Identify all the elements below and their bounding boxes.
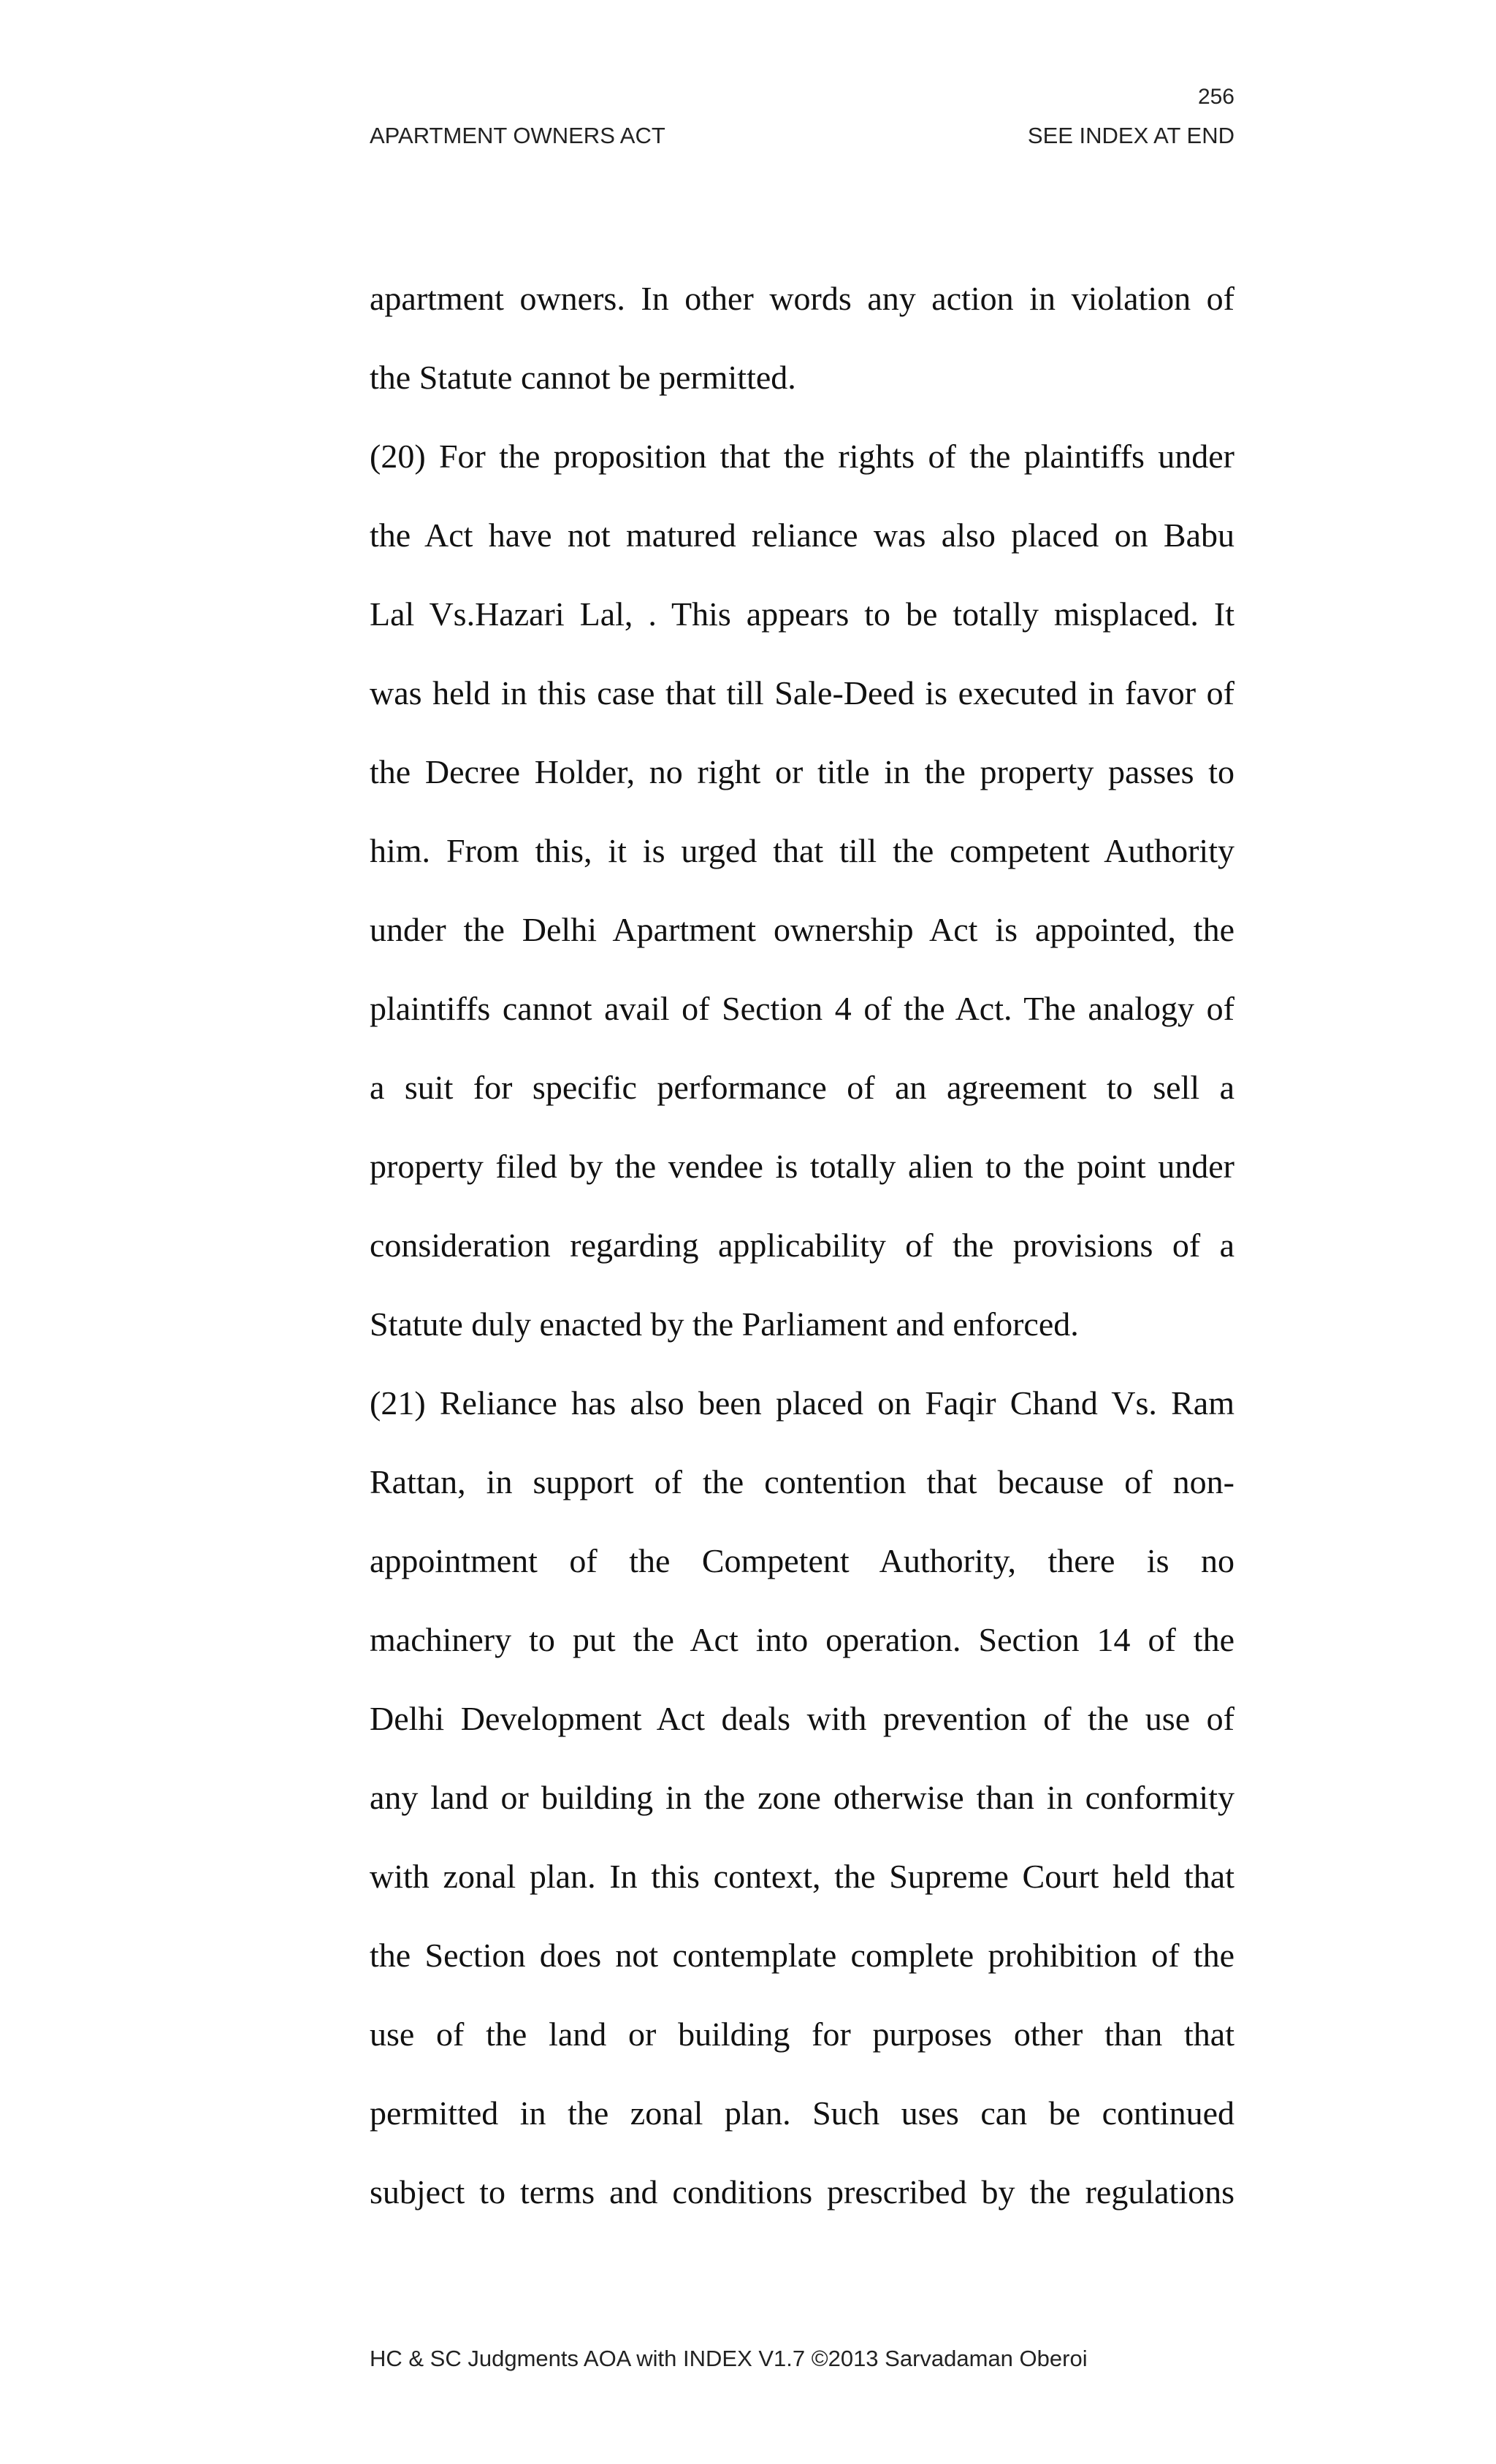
body-text	[370, 259, 1234, 2232]
text-line: Lal Vs.Hazari Lal, . This appears to be totally misplaced. It	[370, 595, 1234, 633]
text-line: permitted in the zonal plan. Such uses can be continued	[370, 2094, 1234, 2132]
text-line: appointment of the Competent Authority, there is no	[370, 1542, 1234, 1579]
text-line: any land or building in the zone otherwise than in conformity	[370, 1779, 1234, 1816]
text-line: (20) For the proposition that the rights of the plaintiffs under	[370, 438, 1234, 475]
text-line: machinery to put the Act into operation. Section 14 of the	[370, 1621, 1234, 1658]
text-line: use of the land or building for purposes other than that	[370, 2015, 1234, 2053]
text-line: apartment owners. In other words any action in violation of	[370, 280, 1234, 317]
page-number: 256	[1197, 85, 1234, 109]
text-line: the Statute cannot be permitted.	[370, 359, 796, 396]
page-footer: HC & SC Judgments AOA with INDEX V1.7 ©2013 Sarvadaman Oberoi	[370, 2346, 1088, 2371]
text-line: consideration regarding applicability of the provisions of a	[370, 1227, 1234, 1264]
text-line: him. From this, it is urged that till the competent Authority	[370, 832, 1234, 869]
text-line: a suit for specific performance of an agreement to sell a	[370, 1069, 1234, 1106]
running-header-index-note: SEE INDEX AT END	[1027, 123, 1234, 148]
text-line: with zonal plan. In this context, the Supreme Court held that	[370, 1858, 1234, 1895]
text-line: Statute duly enacted by the Parliament and enforced.	[370, 1305, 1079, 1343]
text-line: under the Delhi Apartment ownership Act is appointed, the	[370, 911, 1234, 948]
text-line: the Act have not matured reliance was also placed on Babu	[370, 516, 1234, 554]
text-line: was held in this case that till Sale-Deed is executed in favor of	[370, 674, 1234, 712]
text-line: Rattan, in support of the contention that because of non-	[370, 1463, 1234, 1500]
text-line: the Decree Holder, no right or title in the property passes to	[370, 753, 1234, 790]
text-line: the Section does not contemplate complete prohibition of the	[370, 1937, 1234, 1974]
text-line: subject to terms and conditions prescribed by the regulations	[370, 2173, 1234, 2211]
text-line: plaintiffs cannot avail of Section 4 of the Act. The analogy of	[370, 990, 1234, 1027]
text-line: Delhi Development Act deals with prevention of the use of	[370, 1700, 1234, 1737]
text-line: (21) Reliance has also been placed on Faqir Chand Vs. Ram	[370, 1384, 1234, 1422]
running-header-title: APARTMENT OWNERS ACT	[370, 123, 665, 148]
text-line: property filed by the vendee is totally alien to the point under	[370, 1148, 1234, 1185]
